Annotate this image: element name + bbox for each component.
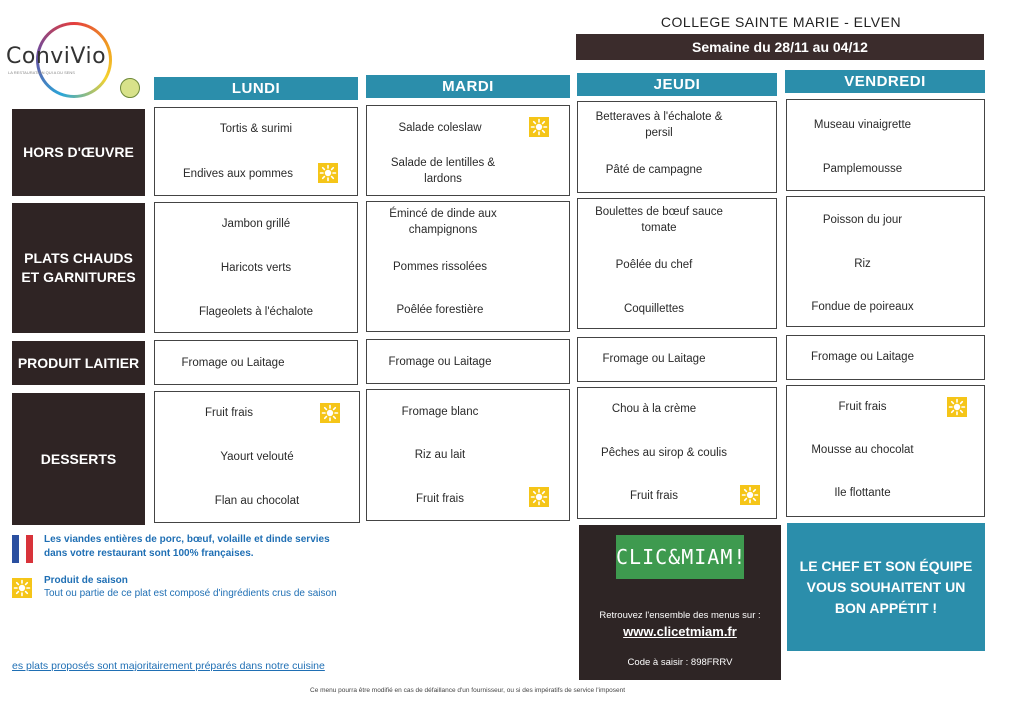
dish: Fruit frais xyxy=(838,401,887,413)
dish: Haricots verts xyxy=(220,262,292,274)
sun-icon xyxy=(318,163,338,183)
sun-icon xyxy=(529,487,549,507)
dish: Endives aux pommes xyxy=(183,168,293,180)
dish: Tortis & surimi xyxy=(219,123,293,135)
cell-mardi-laitier xyxy=(366,339,570,384)
cell-jeudi-plats xyxy=(577,198,777,329)
dish: Boulettes de bœuf sauce tomate xyxy=(595,206,723,234)
dish: Fromage ou Laitage xyxy=(388,356,492,368)
logo-tagline: LA RESTAURATION QUI A DU SENS xyxy=(8,70,75,75)
disclaimer: Ce menu pourra être modifié en cas de défaillance d'un fournisseur, ou si des impératifs de service l'imposent xyxy=(310,687,626,694)
kitchen-note: es plats proposés sont majoritairement préparés dans notre cuisine xyxy=(12,660,325,672)
dish: Coquillettes xyxy=(623,303,685,315)
dish: Fruit frais xyxy=(205,407,253,419)
dish: Riz xyxy=(854,258,871,270)
week-banner: Semaine du 28/11 au 04/12 xyxy=(576,34,984,60)
logo-text: ConviVio xyxy=(6,44,107,69)
row-label-hors-doeuvre: HORS D'ŒUVRE xyxy=(12,109,145,196)
legend-meat-origin: Les viandes entières de porc, bœuf, volaille et dinde servies dans votre restaurant sont 100% françaises. xyxy=(44,534,330,559)
day-header-lundi: LUNDI xyxy=(154,77,358,100)
dish: Poêlée du chef xyxy=(615,259,693,271)
row-label-produit-laitier: PRODUIT LAITIER xyxy=(12,341,145,385)
dish: Flageolets à l'échalote xyxy=(198,306,314,318)
day-header-vendredi: VENDREDI xyxy=(785,70,985,93)
certification-badge-icon xyxy=(120,78,140,98)
dish: Flan au chocolat xyxy=(214,495,300,507)
dish: Riz au lait xyxy=(414,449,466,461)
dish: Museau vinaigrette xyxy=(813,119,912,131)
row-label-desserts: DESSERTS xyxy=(12,393,145,525)
cell-lundi-hors xyxy=(154,107,358,196)
dish: Fromage ou Laitage xyxy=(181,357,285,369)
day-header-jeudi: JEUDI xyxy=(577,73,777,96)
school-name: COLLEGE SAINTE MARIE - ELVEN xyxy=(660,14,902,30)
dish: Fromage ou Laitage xyxy=(811,351,914,363)
chef-message: LE CHEF ET SON ÉQUIPE VOUS SOUHAITENT UN BON APPÉTIT ! xyxy=(787,523,985,651)
cell-jeudi-hors xyxy=(577,101,777,193)
dish: Pamplemousse xyxy=(822,163,903,175)
dish: Émincé de dinde aux champignons xyxy=(389,208,497,236)
cell-mardi-plats xyxy=(366,201,570,332)
clicetmiam-intro: Retrouvez l'ensemble des menus sur : xyxy=(599,610,761,621)
clicetmiam-link[interactable]: www.clicetmiam.fr xyxy=(623,624,737,639)
sun-icon xyxy=(12,578,32,598)
sun-icon xyxy=(529,117,549,137)
cell-lundi-plats xyxy=(154,202,358,333)
dish: Ile flottante xyxy=(834,487,891,499)
dish: Mousse au chocolat xyxy=(811,444,914,456)
dish: Pâté de campagne xyxy=(605,164,703,176)
dish: Fruit frais xyxy=(630,490,678,502)
dish: Salade coleslaw xyxy=(398,122,482,134)
row-label-plats-chauds: PLATS CHAUDS ET GARNITURES xyxy=(12,203,145,333)
cell-jeudi-desserts xyxy=(577,387,777,519)
cell-lundi-laitier xyxy=(154,340,358,385)
dish: Fromage ou Laitage xyxy=(602,353,706,365)
clicetmiam-panel xyxy=(579,525,781,680)
clicetmiam-logo: CLIC&MIAM! xyxy=(616,535,744,579)
legend-season-text: Tout ou partie de ce plat est composé d'ingrédients crus de saison xyxy=(44,588,337,599)
dish: Jambon grillé xyxy=(221,218,291,230)
sun-icon xyxy=(320,403,340,423)
cell-vendredi-plats xyxy=(786,196,985,327)
day-header-mardi: MARDI xyxy=(366,75,570,98)
dish: Yaourt velouté xyxy=(220,451,294,463)
dish: Fondue de poireaux xyxy=(811,301,914,313)
cell-vendredi-desserts xyxy=(786,385,985,517)
cell-mardi-hors xyxy=(366,105,570,196)
clicetmiam-code: Code à saisir : 898FRRV xyxy=(627,657,733,668)
cell-vendredi-laitier xyxy=(786,335,985,380)
sun-icon xyxy=(947,397,967,417)
dish: Poêlée forestière xyxy=(396,304,484,316)
dish: Chou à la crème xyxy=(611,403,697,415)
cell-lundi-desserts xyxy=(154,391,360,523)
dish: Betteraves à l'échalote & persil xyxy=(595,111,723,139)
sun-icon xyxy=(740,485,760,505)
dish: Fruit frais xyxy=(416,493,464,505)
cell-vendredi-hors xyxy=(786,99,985,191)
cell-mardi-desserts xyxy=(366,389,570,521)
dish: Fromage blanc xyxy=(401,406,479,418)
dish: Pêches au sirop & coulis xyxy=(601,447,727,459)
cell-jeudi-laitier xyxy=(577,337,777,382)
dish: Salade de lentilles & lardons xyxy=(390,157,496,185)
french-flag-icon xyxy=(12,535,33,563)
dish: Poisson du jour xyxy=(822,214,903,226)
dish: Pommes rissolées xyxy=(393,261,487,273)
legend-season-title: Produit de saison xyxy=(44,575,128,586)
convivio-logo xyxy=(6,22,116,92)
